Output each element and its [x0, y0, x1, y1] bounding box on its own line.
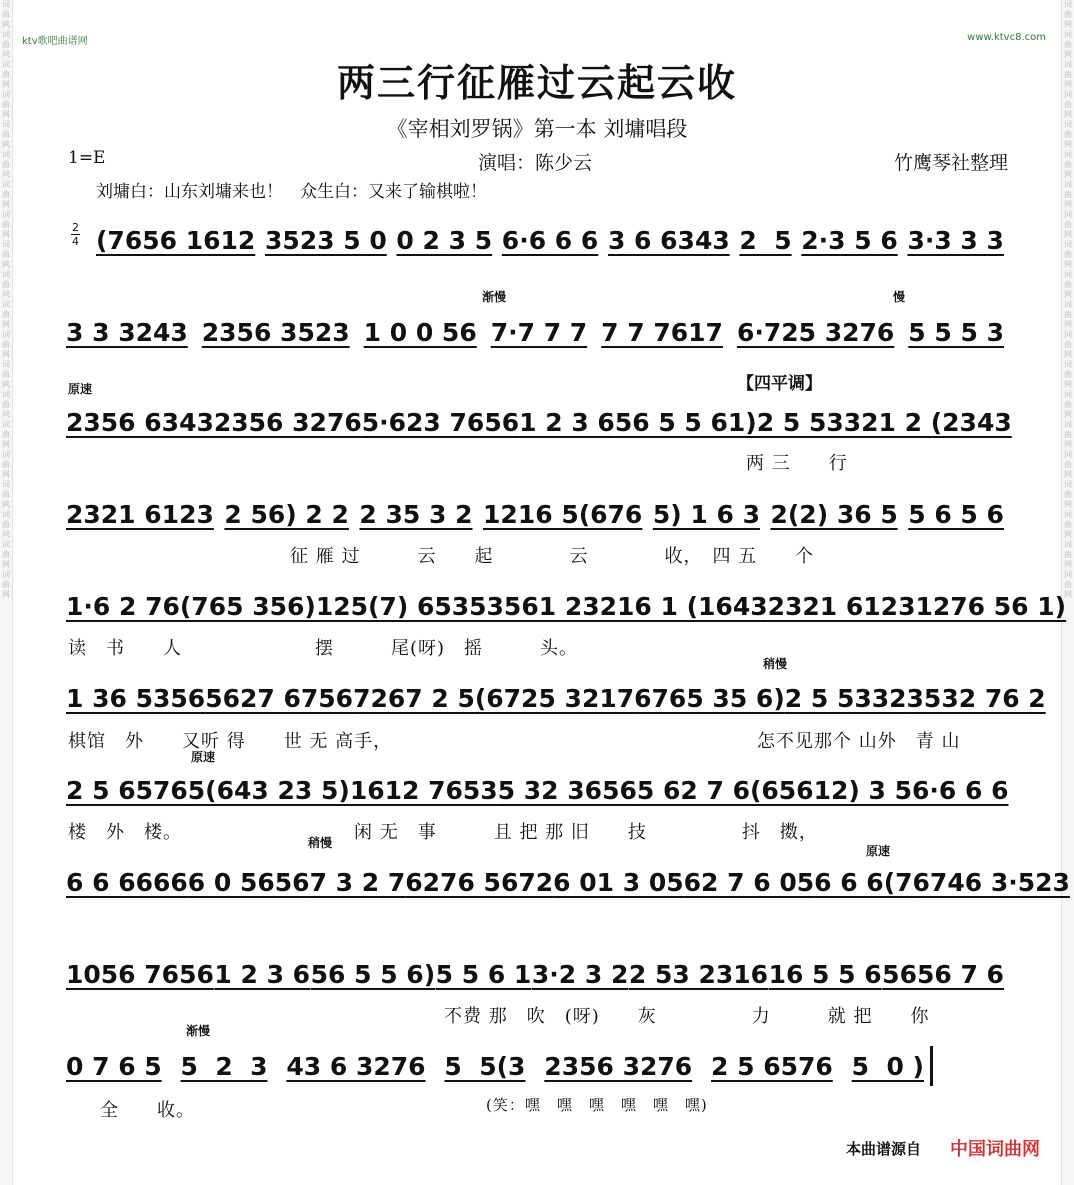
- watermark-glyph: 网: [2, 50, 10, 59]
- watermark-glyph: 网: [1064, 560, 1072, 569]
- watermark-glyph: 词: [2, 150, 10, 159]
- measure: 6 6 6(7: [814, 867, 913, 897]
- measure: 2356 6343: [66, 407, 214, 437]
- watermark-glyph: 曲: [1064, 190, 1072, 199]
- watermark-glyph: 曲: [2, 310, 10, 319]
- watermark-glyph: 词: [2, 90, 10, 99]
- watermark-glyph: 词: [1064, 390, 1072, 399]
- watermark-glyph: 曲: [2, 130, 10, 139]
- watermark-glyph: 网: [2, 320, 10, 329]
- measure: 1216 5(676: [483, 499, 643, 529]
- measure: 5656 7 6: [882, 959, 1004, 989]
- watermark-glyph: 网: [2, 530, 10, 539]
- measure: 7 3 2 7: [309, 867, 406, 897]
- watermark-glyph: 词: [1064, 360, 1072, 369]
- watermark-glyph: 词: [2, 360, 10, 369]
- watermark-glyph: 曲: [2, 100, 10, 109]
- time-signature: [71, 222, 80, 247]
- watermark-glyph: 网: [2, 470, 10, 479]
- watermark-glyph: 曲: [2, 370, 10, 379]
- watermark-glyph: 曲: [2, 40, 10, 49]
- measure: 2(2) 36 5: [770, 499, 898, 529]
- watermark-glyph: 曲: [1064, 70, 1072, 79]
- watermark-glyph: 词: [1064, 150, 1072, 159]
- watermark-glyph: 曲: [2, 580, 10, 589]
- watermark-glyph: 曲: [2, 70, 10, 79]
- watermark-glyph: 网: [2, 260, 10, 269]
- key-signature: 1=E: [68, 148, 106, 168]
- watermark-glyph: 网: [1064, 530, 1072, 539]
- score-subtitle: 《宰相刘罗锅》第一本 刘墉唱段: [386, 117, 688, 141]
- measure: (65612) 3 5: [749, 775, 912, 805]
- measure: 2 5 5332: [784, 683, 907, 713]
- footer-source-label: 本曲谱源自: [846, 1140, 922, 1158]
- watermark-glyph: 词: [2, 120, 10, 129]
- watermark-glyph: 词: [1064, 510, 1072, 519]
- watermark-glyph: 网: [2, 380, 10, 389]
- lyrics-line-7-left: 楼 外 楼。: [68, 822, 182, 843]
- watermark-glyph: 词: [2, 60, 10, 69]
- watermark-glyph: 曲: [2, 220, 10, 229]
- watermark-glyph: 词: [1064, 300, 1072, 309]
- measure: 2 5: [739, 225, 792, 255]
- watermark-glyph: 网: [1064, 410, 1072, 419]
- lyrics-line-6-right: 怎不见那个 山外 青 山: [757, 731, 961, 752]
- time-signature-top: 2: [72, 221, 79, 234]
- measure: 2 5 6576: [711, 1051, 833, 1081]
- watermark-glyph: 网: [1064, 200, 1072, 209]
- watermark-glyph: 词: [2, 390, 10, 399]
- measure: 5) 1 6 3: [652, 499, 760, 529]
- watermark-glyph: 网: [1064, 230, 1072, 239]
- section-label-siping: 【四平调】: [737, 374, 822, 394]
- measure: 6 0 5656: [187, 867, 310, 897]
- measure: 5(643 23 5): [187, 775, 350, 805]
- header-left-site[interactable]: ktv歌吧曲谱网: [22, 36, 88, 47]
- notation-line-5: [66, 586, 1067, 626]
- watermark-glyph: 网: [2, 560, 10, 569]
- watermark-glyph: 词: [2, 420, 10, 429]
- notation-line-6: [66, 678, 1046, 718]
- measure: 5 5 6 1: [435, 959, 532, 989]
- watermark-glyph: 网: [2, 110, 10, 119]
- measure: (7656 1612: [96, 225, 256, 255]
- measure: 1612 7653: [349, 775, 498, 805]
- watermark-glyph: 网: [1064, 260, 1072, 269]
- notation-line-1: [96, 220, 1004, 260]
- measure: 2 5 6576: [66, 775, 188, 805]
- measure: 5 2 3: [180, 1051, 268, 1081]
- measure: 6 6 6666: [66, 867, 188, 897]
- watermark-glyph: 曲: [1064, 310, 1072, 319]
- lyrics-line-9: 不费 那 吹 (呀) 灰 力 就 把 你: [444, 1006, 930, 1027]
- tempo-mark-jianman-1: 渐慢: [482, 290, 507, 304]
- watermark-glyph: 曲: [2, 280, 10, 289]
- watermark-glyph: 词: [1064, 540, 1072, 549]
- watermark-glyph: 曲: [2, 460, 10, 469]
- watermark-glyph: 词: [2, 510, 10, 519]
- measure: 2 56) 2 2: [224, 499, 349, 529]
- watermark-glyph: 曲: [1064, 550, 1072, 559]
- measure: 3 6 6343: [607, 225, 730, 255]
- watermark-glyph: 网: [1064, 290, 1072, 299]
- notation-line-4: [66, 494, 1004, 534]
- spoken-dialogue: 刘墉白：山东刘墉来也！ 众生白：又来了输棋啦！: [96, 182, 487, 202]
- measure: 1 36 5356: [66, 683, 206, 713]
- watermark-glyph: 曲: [1064, 430, 1072, 439]
- watermark-glyph: 曲: [2, 400, 10, 409]
- lyrics-line-7-right: 闲 无 事 且 把 那 旧 技 抖 擞，: [354, 822, 818, 843]
- measure: 2356 3276: [213, 407, 362, 437]
- watermark-glyph: 网: [1064, 350, 1072, 359]
- measure: 43 6 3276: [286, 1051, 426, 1081]
- watermark-glyph: 网: [2, 410, 10, 419]
- watermark-glyph: 曲: [2, 340, 10, 349]
- measure: 6746 3·523: [912, 867, 1070, 897]
- watermark-glyph: 曲: [1064, 130, 1072, 139]
- notation-line-2: [66, 312, 1004, 352]
- watermark-glyph: 词: [2, 0, 10, 9]
- watermark-glyph: 曲: [1064, 340, 1072, 349]
- measure: 2 53 2316: [628, 959, 769, 989]
- watermark-glyph: 词: [2, 540, 10, 549]
- score-title: 两三行征雁过云起云收: [336, 61, 737, 105]
- watermark-glyph: 词: [2, 30, 10, 39]
- final-barline: [930, 1046, 933, 1086]
- notation-line-7: [66, 770, 1009, 810]
- watermark-glyph: 词: [2, 300, 10, 309]
- watermark-glyph: 曲: [2, 430, 10, 439]
- watermark-glyph: 网: [1064, 380, 1072, 389]
- watermark-glyph: 网: [1064, 20, 1072, 29]
- watermark-glyph: 网: [2, 440, 10, 449]
- lyrics-line-4: 征 雁 过 云 起 云 收， 四 五 个: [290, 546, 815, 567]
- watermark-glyph: 网: [1064, 110, 1072, 119]
- measure: 7267 2 5: [353, 683, 475, 713]
- measure: 2356 3276: [544, 1051, 693, 1081]
- measure: 6·6 6 6: [501, 225, 599, 255]
- header-right-site[interactable]: www.ktvc8.com: [967, 32, 1046, 43]
- watermark-glyph: 曲: [1064, 100, 1072, 109]
- measure: 125(7) 6535: [315, 591, 487, 621]
- measure: 5 0 ): [851, 1051, 924, 1081]
- watermark-glyph: 词: [2, 210, 10, 219]
- tempo-mark-man: 慢: [893, 290, 906, 304]
- footer-source-site[interactable]: 中国词曲网: [950, 1139, 1040, 1160]
- watermark-glyph: 网: [2, 20, 10, 29]
- arranger-credit: 竹鹰琴社整理: [893, 152, 1008, 174]
- watermark-glyph: 曲: [1064, 370, 1072, 379]
- tempo-mark-jianman-2: 渐慢: [186, 1024, 211, 1038]
- watermark-glyph: 词: [2, 240, 10, 249]
- measure: 1·6 2 7: [66, 591, 163, 621]
- watermark-glyph: 词: [2, 270, 10, 279]
- measure: 2 35 3 2: [359, 499, 473, 529]
- time-signature-bottom: 4: [72, 235, 79, 248]
- watermark-glyph: 词: [1064, 90, 1072, 99]
- left-watermark-strip: [0, 0, 13, 1185]
- measure: 6765 35 6): [634, 683, 785, 713]
- measure: 6(765 356): [162, 591, 316, 621]
- watermark-glyph: 网: [2, 230, 10, 239]
- measure: 3561 2321: [486, 591, 635, 621]
- watermark-glyph: 曲: [2, 190, 10, 199]
- watermark-glyph: 词: [1064, 270, 1072, 279]
- measure: 5627 6756: [205, 683, 354, 713]
- watermark-glyph: 网: [1064, 170, 1072, 179]
- watermark-glyph: 曲: [1064, 40, 1072, 49]
- measure: 5 5(3: [444, 1051, 526, 1081]
- measure: 7 7 7617: [601, 317, 723, 347]
- watermark-glyph: 网: [1064, 470, 1072, 479]
- measure: 2·3 5 6: [801, 225, 898, 255]
- watermark-glyph: 词: [1064, 60, 1072, 69]
- watermark-glyph: 网: [2, 80, 10, 89]
- watermark-glyph: 曲: [2, 550, 10, 559]
- watermark-glyph: 词: [1064, 180, 1072, 189]
- watermark-glyph: 曲: [1064, 490, 1072, 499]
- lyrics-line-10-right: (笑：嘿 嘿 嘿 嘿 嘿 嘿): [486, 1096, 708, 1114]
- measure: 6 01 3 05: [553, 867, 684, 897]
- measure: 6 1 (1643: [634, 591, 768, 621]
- notation-line-9: [66, 954, 1004, 994]
- measure: 1 2 3 6: [519, 407, 615, 437]
- measure: 3532 76 2: [906, 683, 1046, 713]
- measure: 5·623 7656: [361, 407, 520, 437]
- watermark-glyph: 网: [2, 200, 10, 209]
- lyrics-line-5: 读 书 人 摆 尾(呀) 摇 头。: [68, 638, 579, 659]
- watermark-glyph: 网: [2, 140, 10, 149]
- watermark-glyph: 网: [1064, 440, 1072, 449]
- tempo-mark-yuansu-3: 原速: [866, 844, 891, 858]
- watermark-glyph: 词: [1064, 30, 1072, 39]
- lyrics-line-10-left: 全 收。: [100, 1100, 195, 1121]
- measure: 6·725 3276: [736, 317, 895, 347]
- watermark-glyph: 词: [1064, 570, 1072, 579]
- watermark-glyph: 曲: [1064, 10, 1072, 19]
- watermark-glyph: 曲: [1064, 400, 1072, 409]
- measure: 3·3 3 3: [907, 225, 1004, 255]
- watermark-glyph: 词: [1064, 210, 1072, 219]
- watermark-glyph: 词: [1064, 120, 1072, 129]
- tempo-mark-yuansu-2: 原速: [191, 750, 216, 764]
- measure: 62 7 6 05: [683, 867, 815, 897]
- watermark-glyph: 网: [1064, 320, 1072, 329]
- measure: 3·2 3 2: [531, 959, 629, 989]
- watermark-glyph: 网: [2, 170, 10, 179]
- measure: 56 5 5 61): [614, 407, 757, 437]
- watermark-glyph: 词: [2, 570, 10, 579]
- notation-line-10: [66, 1046, 924, 1086]
- measure: 0 2 3 5: [396, 225, 493, 255]
- watermark-glyph: 网: [1064, 140, 1072, 149]
- notation-line-3: [66, 402, 1012, 442]
- watermark-glyph: 词: [1064, 450, 1072, 459]
- watermark-glyph: 曲: [1064, 580, 1072, 589]
- measure: 2321 6123: [767, 591, 916, 621]
- measure: 16 5 5 6: [768, 959, 882, 989]
- watermark-glyph: 词: [2, 330, 10, 339]
- watermark-glyph: 曲: [1064, 220, 1072, 229]
- measure: 1 2 3 6: [214, 959, 311, 989]
- watermark-glyph: 词: [1064, 240, 1072, 249]
- measure: 7·7 7 7: [490, 317, 588, 347]
- watermark-glyph: 词: [2, 480, 10, 489]
- measure: 5 32 3656: [497, 775, 637, 805]
- watermark-glyph: 网: [1064, 80, 1072, 89]
- watermark-glyph: 词: [2, 180, 10, 189]
- measure: 6·6 6 6: [912, 775, 1009, 805]
- watermark-glyph: 曲: [2, 10, 10, 19]
- notation-line-8: [66, 862, 1070, 902]
- measure: 6276 5672: [405, 867, 554, 897]
- watermark-glyph: 曲: [2, 490, 10, 499]
- measure: 2321 6123: [66, 499, 214, 529]
- measure: 1276 56 1): [915, 591, 1067, 621]
- watermark-glyph: 曲: [2, 250, 10, 259]
- tempo-mark-shaoman-2: 稍慢: [308, 836, 333, 850]
- tempo-mark-shaoman-1: 稍慢: [763, 657, 788, 671]
- watermark-glyph: 网: [1064, 590, 1072, 599]
- measure: 1 2 (2343: [878, 407, 1012, 437]
- measure: (6725 3217: [474, 683, 635, 713]
- measure: 1 0 0 56: [363, 317, 477, 347]
- measure: 3 3 3243: [66, 317, 188, 347]
- watermark-glyph: 网: [2, 350, 10, 359]
- measure: 2356 3523: [201, 317, 350, 347]
- watermark-glyph: 曲: [1064, 520, 1072, 529]
- watermark-glyph: 曲: [1064, 160, 1072, 169]
- watermark-glyph: 曲: [1064, 250, 1072, 259]
- watermark-glyph: 网: [2, 290, 10, 299]
- watermark-glyph: 网: [2, 590, 10, 599]
- measure: 56 5 5 6): [310, 959, 436, 989]
- watermark-glyph: 网: [1064, 50, 1072, 59]
- watermark-glyph: 网: [2, 500, 10, 509]
- watermark-glyph: 词: [1064, 0, 1072, 9]
- singer-credit: 演唱：陈少云: [478, 152, 593, 174]
- watermark-glyph: 曲: [2, 520, 10, 529]
- watermark-glyph: 曲: [2, 160, 10, 169]
- watermark-glyph: 词: [1064, 420, 1072, 429]
- lyrics-line-3: 两 三 行: [746, 453, 848, 474]
- watermark-glyph: 词: [1064, 330, 1072, 339]
- watermark-glyph: 词: [2, 450, 10, 459]
- watermark-glyph: 曲: [1064, 460, 1072, 469]
- watermark-glyph: 曲: [1064, 280, 1072, 289]
- watermark-glyph: 网: [1064, 500, 1072, 509]
- measure: 5 62 7 6: [636, 775, 750, 805]
- measure: 1056 7656: [66, 959, 214, 989]
- measure: 3523 5 0: [264, 225, 387, 255]
- measure: 5 5 5 3: [908, 317, 1004, 347]
- measure: 5 6 5 6: [908, 499, 1004, 529]
- measure: 0 7 6 5: [66, 1051, 162, 1081]
- watermark-glyph: 词: [1064, 480, 1072, 489]
- lyrics-line-6-left: 棋馆 外 又听 得 世 无 高手，: [68, 731, 393, 752]
- measure: 2 5 5332: [756, 407, 879, 437]
- tempo-mark-yuansu-1: 原速: [68, 382, 93, 396]
